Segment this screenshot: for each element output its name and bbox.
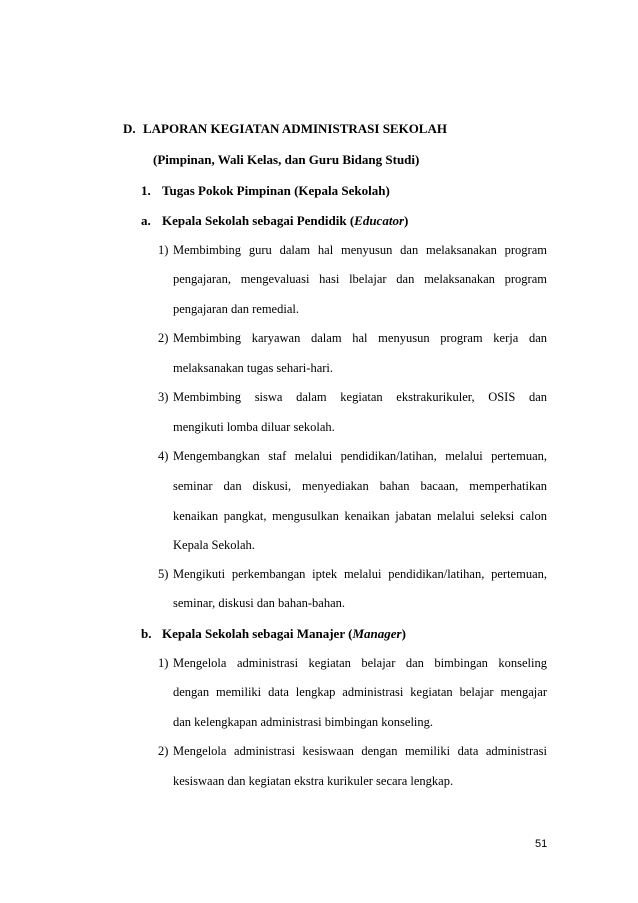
list-item-line: dan kelengkapan administrasi bimbingan konseling. — [173, 715, 434, 729]
section-a-title-suffix: ) — [404, 213, 409, 228]
list-item-line: Membimbing guru dalam hal menyusun dan melaksanakan program — [173, 243, 547, 257]
list-item-number: 2) — [158, 331, 169, 345]
section-b-title — [162, 626, 406, 642]
section-b-label: b. — [141, 626, 152, 641]
list-item-line: melaksanakan tugas sehari-hari. — [173, 361, 334, 375]
subheading: (Pimpinan, Wali Kelas, dan Guru Bidang Studi) — [153, 152, 420, 167]
list-item-number: 5) — [158, 567, 169, 581]
list-item-number: 1) — [158, 656, 169, 670]
heading-label: D. — [123, 121, 136, 136]
list-item-number: 3) — [158, 390, 169, 404]
list-item-line: Membimbing karyawan dalam hal menyusun program kerja dan — [173, 331, 547, 345]
section-a-title-prefix: Kepala Sekolah sebagai Pendidik ( — [162, 213, 355, 228]
section-a-title — [162, 213, 408, 229]
list-item-number: 2) — [158, 744, 169, 758]
list-item-line: Membimbing siswa dalam kegiatan ekstrakurikuler, OSIS dan — [173, 390, 547, 404]
list-item-line: kenaikan pangkat, mengusulkan kenaikan jabatan melalui seleksi calon — [173, 509, 547, 523]
list-item-line: pengajaran, mengevaluasi hasi lbelajar dan melaksanakan program — [173, 272, 547, 286]
list-item-line: pengajaran dan remedial. — [173, 302, 299, 316]
section-b-title-suffix: ) — [401, 626, 406, 641]
list-item-line: Mengelola administrasi kesiswaan dengan memiliki data administrasi — [173, 744, 547, 758]
list-item-line: dengan memiliki data lengkap administrasi kegiatan belajar mengajar — [173, 685, 547, 699]
list-item-number: 1) — [158, 243, 169, 257]
section-1-label: 1. — [141, 183, 151, 198]
section-b-title-prefix: Kepala Sekolah sebagai Manajer ( — [162, 626, 353, 641]
list-item-line: Mengikuti perkembangan iptek melalui pendidikan/latihan, pertemuan, — [173, 567, 547, 581]
section-a-title-em: Educator — [354, 213, 404, 228]
heading-title: LAPORAN KEGIATAN ADMINISTRASI SEKOLAH — [143, 121, 447, 136]
section-b-title-em: Manager — [352, 626, 402, 641]
list-item-line: seminar, diskusi dan bahan-bahan. — [173, 596, 346, 610]
section-1-title: Tugas Pokok Pimpinan (Kepala Sekolah) — [162, 183, 390, 198]
list-item-line: kesiswaan dan kegiatan ekstra kurikuler secara lengkap. — [173, 774, 454, 788]
list-item-line: seminar dan diskusi, menyediakan bahan bacaan, memperhatikan — [173, 479, 547, 493]
page-number: 51 — [535, 838, 548, 850]
list-item-line: Mengelola administrasi kegiatan belajar dan bimbingan konseling — [173, 656, 547, 670]
list-item-line: Kepala Sekolah. — [173, 538, 255, 552]
list-item-line: mengikuti lomba diluar sekolah. — [173, 420, 335, 434]
list-item-line: Mengembangkan staf melalui pendidikan/latihan, melalui pertemuan, — [173, 449, 547, 463]
section-a-label: a. — [141, 213, 151, 228]
list-item-number: 4) — [158, 449, 169, 463]
